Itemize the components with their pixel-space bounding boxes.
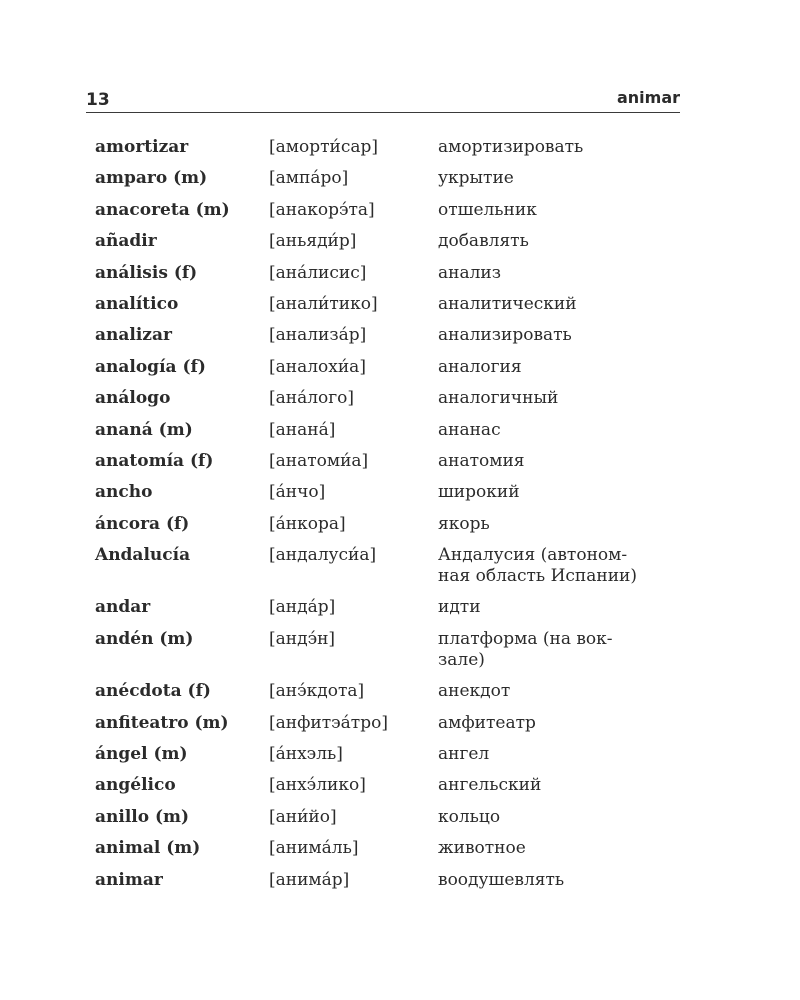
translation: кольцо — [438, 806, 501, 827]
dictionary-entry — [95, 383, 685, 414]
pronunciation: [а́нхэль] — [269, 744, 343, 765]
dictionary-entry — [95, 802, 685, 833]
translation: идти — [438, 597, 481, 618]
headword: ancho — [95, 482, 153, 503]
pronunciation: [андэ́н] — [269, 628, 336, 649]
translation: ананас — [438, 419, 501, 440]
translation: укрытие — [438, 168, 514, 189]
translation: добавлять — [438, 231, 529, 252]
headword: Andalucía — [95, 545, 191, 566]
translation: животное — [438, 838, 526, 859]
headword: andén (m) — [95, 628, 194, 649]
dictionary-entry — [95, 163, 685, 194]
pronunciation: [аналохи́а] — [269, 356, 366, 377]
headword: anillo (m) — [95, 806, 190, 827]
pronunciation: [ампа́ро] — [269, 168, 349, 189]
pronunciation: [анима́р] — [269, 869, 350, 890]
translation: отшельник — [438, 199, 537, 220]
entry-list — [95, 132, 685, 896]
dictionary-entry — [95, 195, 685, 226]
pronunciation: [аньяди́р] — [269, 231, 357, 252]
dictionary-entry — [95, 415, 685, 446]
dictionary-entry — [95, 770, 685, 801]
dictionary-entry — [95, 509, 685, 540]
headword: animal (m) — [95, 838, 201, 859]
dictionary-entry — [95, 352, 685, 383]
dictionary-entry — [95, 446, 685, 477]
translation: амфитеатр — [438, 712, 536, 733]
headword: anécdota (f) — [95, 681, 211, 702]
dictionary-entry — [95, 477, 685, 508]
pronunciation: [анфитэа́тро] — [269, 712, 388, 733]
pronunciation: [а́нчо] — [269, 482, 326, 503]
headword: ángel (m) — [95, 744, 188, 765]
translation: анализ — [438, 262, 502, 283]
dictionary-entry — [95, 289, 685, 320]
dictionary-entry — [95, 708, 685, 739]
running-header — [86, 86, 680, 113]
headword: análogo — [95, 388, 171, 409]
headword: angélico — [95, 775, 176, 796]
dictionary-entry — [95, 739, 685, 770]
dictionary-entry — [95, 258, 685, 289]
headword: analítico — [95, 293, 179, 314]
headword: amparo (m) — [95, 168, 208, 189]
pronunciation: [анима́ль] — [269, 838, 359, 859]
pronunciation: [анхэ́лико] — [269, 775, 366, 796]
pronunciation: [ани́йо] — [269, 806, 337, 827]
translation: аналитический — [438, 293, 577, 314]
headword: animar — [95, 869, 163, 890]
pronunciation: [анэ́кдота] — [269, 681, 365, 702]
dictionary-entry — [95, 624, 685, 676]
translation: широкий — [438, 482, 520, 503]
dictionary-entry — [95, 132, 685, 163]
translation: анекдот — [438, 681, 511, 702]
headword: analizar — [95, 325, 172, 346]
translation: ангельский — [438, 775, 542, 796]
translation: аналогия — [438, 356, 522, 377]
pronunciation: [андалуси́а] — [269, 545, 377, 566]
pronunciation: [ана́лого] — [269, 388, 355, 409]
dictionary-entry — [95, 865, 685, 896]
translation: анализировать — [438, 325, 572, 346]
pronunciation: [анатоми́а] — [269, 450, 369, 471]
translation: анатомия — [438, 450, 525, 471]
headword: analogía (f) — [95, 356, 206, 377]
headword: anfiteatro (m) — [95, 712, 229, 733]
headword: ananá (m) — [95, 419, 193, 440]
dictionary-entry — [95, 226, 685, 257]
translation: ангел — [438, 744, 490, 765]
pronunciation: [ана́лисис] — [269, 262, 367, 283]
dictionary-entry — [95, 676, 685, 707]
pronunciation: [анана́] — [269, 419, 336, 440]
pronunciation: [а́нкора] — [269, 513, 346, 534]
pronunciation: [анали́тико] — [269, 293, 378, 314]
translation: Андалусия (автоном- ная область Испании) — [438, 545, 638, 587]
headword: análisis (f) — [95, 262, 198, 283]
pronunciation: [анализа́р] — [269, 325, 367, 346]
pronunciation: [анда́р] — [269, 597, 336, 618]
translation: платформа (на вок- зале) — [438, 628, 613, 670]
headword: anatomía (f) — [95, 450, 214, 471]
pronunciation: [аморти́сар] — [269, 137, 379, 157]
dictionary-entry — [95, 540, 685, 592]
page-number: 13 — [86, 90, 110, 110]
translation: якорь — [438, 513, 490, 534]
pronunciation: [анакорэ́та] — [269, 199, 375, 220]
headword: amortizar — [95, 137, 189, 157]
headword: andar — [95, 597, 151, 618]
headword: áncora (f) — [95, 513, 190, 534]
headword: añadir — [95, 231, 157, 252]
translation: аналогичный — [438, 388, 559, 409]
dictionary-entry — [95, 320, 685, 351]
headword: anacoreta (m) — [95, 199, 230, 220]
translation: воодушевлять — [438, 869, 565, 890]
dictionary-entry — [95, 833, 685, 864]
translation: амортизировать — [438, 137, 584, 157]
guide-word: animar — [616, 88, 680, 107]
dictionary-entry — [95, 592, 685, 623]
